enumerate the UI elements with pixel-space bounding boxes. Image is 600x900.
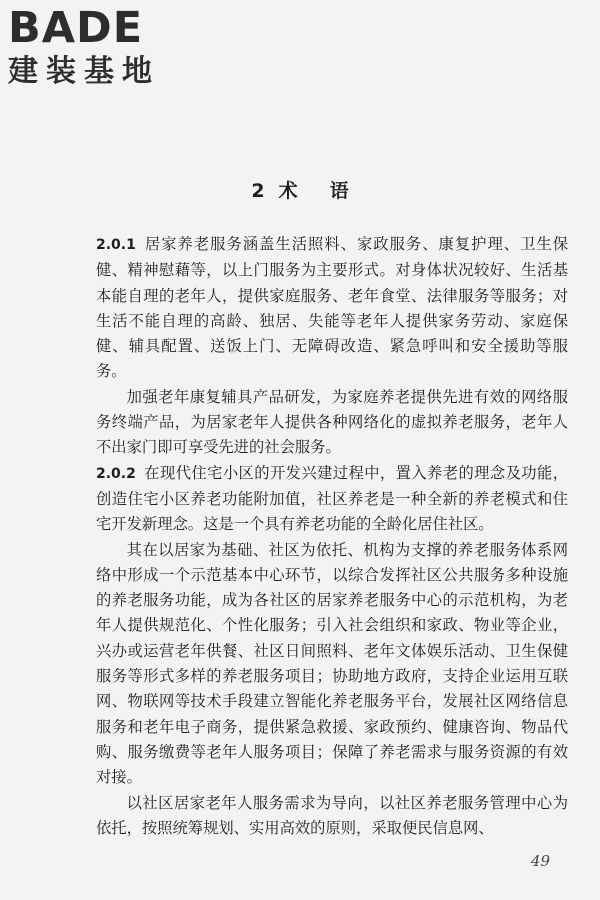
clause-2-0-2-paragraph-3: 以社区居家老年人服务需求为导向，以社区养老服务管理中心为依托，按照统筹规划、实用高效的原则，采取便民信息网、 (96, 793, 568, 837)
clause-text: 居家养老服务涵盖生活照料、家政服务、康复护理、卫生保健、精神慰藉等，以上门服务为主要形式。对身体状况较好、生活基本能自理的老年人，提供家庭服务、老年食堂、法律服务等服务；对生活不能自理的高龄、独居、失能等老年人提供家务劳动、家庭保健、辅具配置、送饭上门、无障碍改造、紧急呼叫和安全援助等服务。 (96, 235, 568, 381)
clause-2-0-2 (96, 461, 568, 538)
section-number: 2 (251, 180, 265, 202)
page-body (96, 232, 568, 841)
clause-number: 2.0.1 (96, 237, 136, 253)
page-number: 49 (530, 852, 550, 870)
clause-number: 2.0.2 (96, 465, 136, 482)
watermark-logo (8, 3, 178, 90)
watermark-brand: BADE (8, 3, 144, 53)
clause-2-0-1 (96, 232, 568, 385)
section-title-char-1: 术 (278, 180, 298, 202)
clause-2-0-1-paragraph-2: 加强老年康复辅具产品研发，为家庭养老提供先进有效的网络服务终端产品，为居家老年人提供各种网络化的虚拟养老服务，老年人不出家门即可享受先进的社会服务。 (96, 387, 568, 457)
clause-text: 在现代住宅小区的开发兴建过程中，置入养老的理念及功能，创造住宅小区养老功能附加值，社区养老是一种全新的养老模式和住宅开发新理念。这是一个具有养老功能的全龄化居住社区。 (96, 463, 568, 534)
section-title-char-2: 语 (329, 180, 349, 202)
clause-2-0-2-paragraph-2: 其在以居家为基础、社区为依托、机构为支撑的养老服务体系网络中形成一个示范基本中心环节，以综合发挥社区公共服务多种设施的养老服务功能，成为各社区的居家养老服务中心的示范机构，为老年人提供规范化、个性化服务；引入社会组织和家政、物业等企业，兴办或运营老年供餐、社区日间照料、老年文体娱乐活动、卫生保健服务等形式多样的养老服务项目；协助地方政府，支持企业运用互联网、物联网等技术手段建立智能化养老服务平台，发展社区网络信息服务和老年电子商务，提供紧急救援、家政预约、健康咨询、物品代购、服务缴费等老年人服务项目；保障了养老需求与服务资源的有效对接。 (96, 540, 568, 787)
section-title (0, 176, 600, 203)
watermark-subtitle: 建装基地 (8, 54, 160, 89)
